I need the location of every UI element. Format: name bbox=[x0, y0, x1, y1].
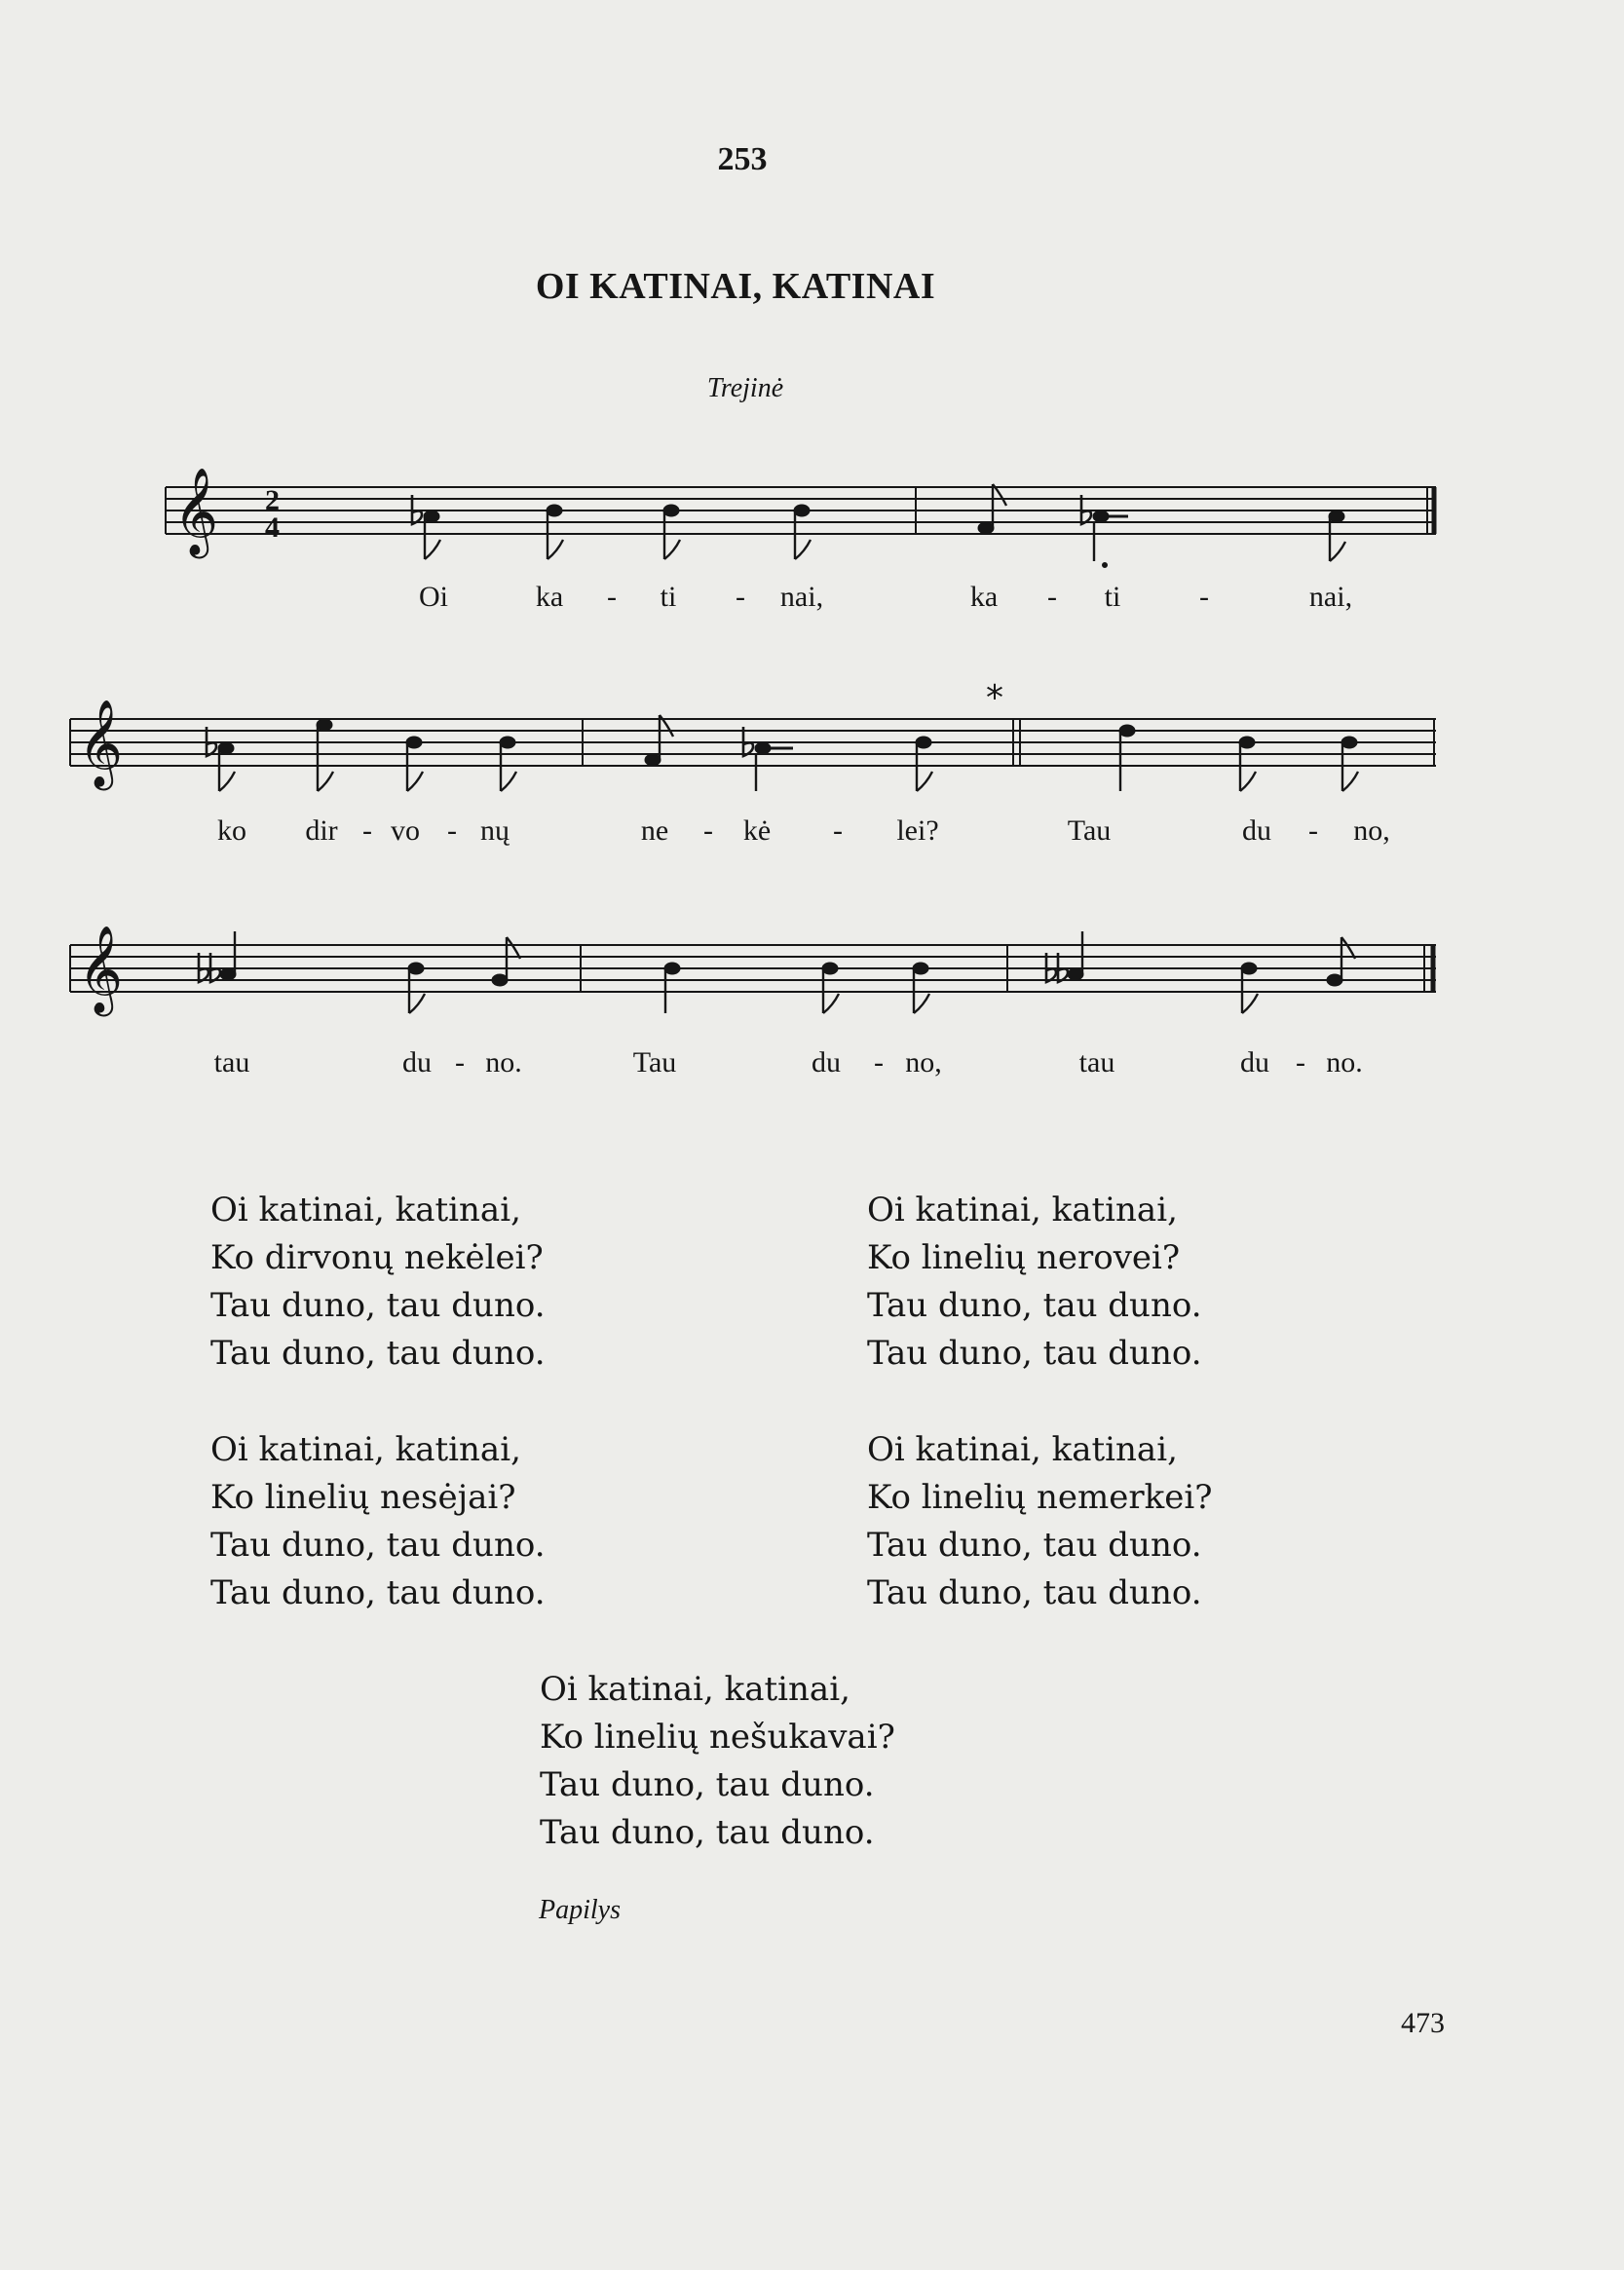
lyric-syllable: tau bbox=[213, 1046, 250, 1078]
lyric-syllable: no, bbox=[905, 1046, 942, 1078]
lyric-syllable: Tau bbox=[1067, 814, 1112, 847]
section-marker: * bbox=[986, 678, 1003, 718]
note-head bbox=[978, 522, 994, 534]
note-head bbox=[492, 974, 508, 986]
note-head bbox=[1327, 974, 1342, 986]
lyric-hyphen: - bbox=[362, 814, 372, 847]
note-head bbox=[406, 737, 422, 748]
note-head bbox=[1241, 963, 1257, 974]
note-head bbox=[408, 963, 424, 974]
lyric-hyphen: - bbox=[833, 814, 843, 847]
lyric-syllable: ti bbox=[1104, 581, 1121, 613]
lyric-syllable: ko bbox=[217, 814, 246, 847]
note-head bbox=[916, 737, 931, 748]
lyric-hyphen: - bbox=[447, 814, 457, 847]
note-head bbox=[1068, 968, 1083, 980]
treble-clef-icon: 𝄞 bbox=[173, 468, 219, 555]
note-head bbox=[755, 742, 771, 754]
lyric-syllable: nai, bbox=[1308, 581, 1353, 613]
lyric-syllable: no. bbox=[485, 1046, 522, 1078]
staff-system-2 bbox=[70, 719, 1436, 766]
source-location: Papilys bbox=[539, 1895, 621, 1925]
notes-system-3 bbox=[199, 931, 1355, 1013]
note-head bbox=[1239, 737, 1255, 748]
lyric-syllable: du bbox=[402, 1046, 432, 1078]
verse-line: Tau duno, tau duno. bbox=[867, 1573, 1202, 1612]
verse-line: Oi katinai, katinai, bbox=[540, 1670, 850, 1709]
song-number: 253 bbox=[717, 141, 768, 177]
verse-line: Oi katinai, katinai, bbox=[210, 1191, 521, 1230]
note-head bbox=[220, 968, 236, 980]
verse-1 bbox=[210, 1187, 546, 1378]
verse-line: Tau duno, tau duno. bbox=[867, 1526, 1202, 1565]
note-head bbox=[822, 963, 838, 974]
song-title: OI KATINAI, KATINAI bbox=[535, 266, 936, 307]
note-head bbox=[218, 742, 234, 754]
verse-line: Oi katinai, katinai, bbox=[210, 1430, 521, 1469]
verse-line: Ko dirvonų nekėlei? bbox=[210, 1238, 544, 1277]
lyric-syllable: no. bbox=[1326, 1046, 1363, 1078]
lyric-syllable: lei? bbox=[896, 814, 939, 847]
lyric-hyphen: - bbox=[1296, 1046, 1305, 1078]
note-head bbox=[794, 505, 810, 516]
verse-line: Tau duno, tau duno. bbox=[210, 1573, 546, 1612]
note-head bbox=[1119, 725, 1135, 737]
lyric-syllable: du bbox=[1242, 814, 1271, 847]
lyric-syllable: ti bbox=[660, 581, 677, 613]
note-head bbox=[547, 505, 562, 516]
lyric-hyphen: - bbox=[1308, 814, 1318, 847]
verse-line: Ko linelių nesėjai? bbox=[210, 1478, 516, 1517]
note-head bbox=[424, 511, 439, 522]
lyric-hyphen: - bbox=[874, 1046, 884, 1078]
lyric-syllable: Tau bbox=[632, 1046, 677, 1078]
lyric-syllable: dir bbox=[305, 814, 338, 847]
song-subtitle: Trejinė bbox=[706, 373, 784, 403]
verse-line: Tau duno, tau duno. bbox=[867, 1334, 1202, 1373]
page-number: 473 bbox=[1401, 2007, 1445, 2039]
verse-3 bbox=[210, 1426, 546, 1617]
staff-system-3 bbox=[70, 945, 1436, 992]
verse-4 bbox=[867, 1426, 1212, 1617]
lyric-syllable: Oi bbox=[419, 581, 448, 613]
lyric-syllable: tau bbox=[1078, 1046, 1115, 1078]
lyric-hyphen: - bbox=[1047, 581, 1057, 613]
verse-line: Tau duno, tau duno. bbox=[867, 1286, 1202, 1325]
verse-line: Ko linelių nemerkei? bbox=[867, 1478, 1213, 1517]
note-head bbox=[663, 505, 679, 516]
note-head bbox=[645, 754, 661, 766]
verse-line: Tau duno, tau duno. bbox=[540, 1813, 875, 1852]
verse-line: Tau duno, tau duno. bbox=[210, 1526, 546, 1565]
verse-line: Tau duno, tau duno. bbox=[210, 1286, 546, 1325]
lyric-hyphen: - bbox=[1199, 581, 1209, 613]
lyric-syllable: vo bbox=[391, 814, 420, 847]
lyric-hyphen: - bbox=[703, 814, 713, 847]
lyric-hyphen: - bbox=[607, 581, 617, 613]
verse-line: Oi katinai, katinai, bbox=[867, 1430, 1178, 1469]
note-head bbox=[500, 737, 515, 748]
treble-clef-icon: 𝄞 bbox=[78, 700, 124, 787]
verse-5 bbox=[540, 1666, 895, 1857]
time-signature-numerator: 2 bbox=[265, 484, 280, 516]
lyric-syllable: ka bbox=[969, 581, 999, 613]
notes-system-1 bbox=[412, 484, 1345, 568]
verse-line: Ko linelių nerovei? bbox=[867, 1238, 1181, 1277]
verse-line: Tau duno, tau duno. bbox=[210, 1334, 546, 1373]
time-signature-denominator: 4 bbox=[265, 511, 280, 544]
note-head bbox=[664, 963, 680, 974]
lyric-syllable: ne bbox=[640, 814, 669, 847]
note-head bbox=[1329, 511, 1344, 522]
lyric-syllable: du bbox=[812, 1046, 841, 1078]
verse-line: Ko linelių nešukavai? bbox=[540, 1718, 895, 1757]
verse-line: Oi katinai, katinai, bbox=[867, 1191, 1178, 1230]
note-head bbox=[913, 963, 928, 974]
note-head bbox=[1341, 737, 1357, 748]
note-head bbox=[1093, 511, 1109, 522]
lyric-syllable: du bbox=[1240, 1046, 1269, 1078]
lyric-syllable: no, bbox=[1353, 814, 1390, 847]
lyric-syllable: kė bbox=[742, 814, 772, 847]
lyric-hyphen: - bbox=[736, 581, 745, 613]
lyric-syllable: nų bbox=[480, 814, 510, 847]
lyric-syllable: nai, bbox=[779, 581, 824, 613]
verse-line: Tau duno, tau duno. bbox=[540, 1765, 875, 1804]
verse-2 bbox=[867, 1187, 1202, 1378]
lyric-syllable: ka bbox=[535, 581, 564, 613]
lyric-hyphen: - bbox=[455, 1046, 465, 1078]
treble-clef-icon: 𝄞 bbox=[78, 926, 124, 1013]
note-head bbox=[317, 719, 332, 731]
